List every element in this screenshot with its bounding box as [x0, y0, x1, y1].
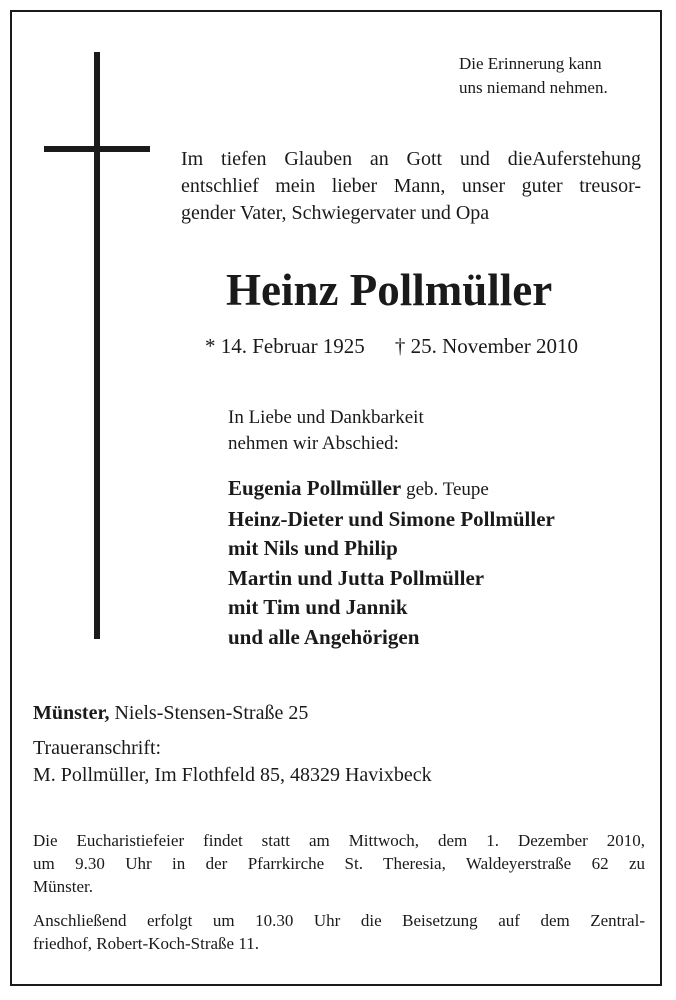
- address-block: [33, 700, 432, 789]
- farewell-line: nehmen wir Abschied:: [228, 433, 399, 454]
- mourning-address: M. Pollmüller, Im Flothfeld 85, 48329 Havixbeck: [33, 764, 432, 786]
- service-line: um 9.30 Uhr in der Pfarrkirche St. Theresia, Waldeyerstraße 62 zu: [33, 854, 645, 873]
- cross-icon: [94, 52, 100, 639]
- mourner-line: Heinz-Dieter und Simone Pollmüller: [228, 506, 555, 531]
- intro-text: [181, 146, 641, 227]
- intro-line: gender Vater, Schwiegervater und Opa: [181, 202, 490, 224]
- mourner-line: Martin und Jutta Pollmüller: [228, 565, 485, 590]
- mourning-address-label: Traueranschrift:: [33, 737, 162, 759]
- quote-line: Die Erinnerung kann: [459, 54, 602, 73]
- life-dates: [205, 332, 578, 360]
- farewell-line: In Liebe und Dankbarkeit: [228, 407, 424, 428]
- mourner-line: mit Nils und Philip: [228, 536, 398, 560]
- burial-line: Anschließend erfolgt um 10.30 Uhr die Beisetzung auf dem Zentral-: [33, 911, 645, 930]
- service-line: Münster.: [33, 877, 93, 896]
- service-line: Die Eucharistiefeier findet statt am Mittwoch, dem 1. Dezember 2010,: [33, 831, 645, 850]
- mourner-line: mit Tim und Jannik: [228, 595, 408, 619]
- farewell-text: [228, 405, 424, 457]
- residence-line: [33, 700, 432, 727]
- quote-line: uns niemand nehmen.: [459, 78, 608, 97]
- death-date: † 25. November 2010: [394, 334, 578, 358]
- mourner-line: [228, 474, 555, 505]
- service-info: [33, 829, 645, 955]
- birth-date: * 14. Februar 1925: [205, 334, 365, 358]
- residence-city: Münster,: [33, 702, 110, 724]
- deceased-name: Heinz Pollmüller: [226, 265, 553, 315]
- mourner-line: und alle Angehörigen: [228, 624, 420, 649]
- mourners-list: [228, 474, 555, 652]
- maiden-name-note: geb. Teupe: [406, 479, 489, 500]
- intro-line: Im tiefen Glauben an Gott und dieAuferstehung: [181, 148, 641, 170]
- intro-line: entschlief mein lieber Mann, unser guter treusor-: [181, 175, 641, 197]
- burial-line: friedhof, Robert-Koch-Straße 11.: [33, 934, 259, 953]
- widow-name: Eugenia Pollmüller: [228, 476, 401, 500]
- residence-street: Niels-Stensen-Straße 25: [114, 702, 309, 724]
- cross-icon-bar: [44, 146, 150, 152]
- memorial-quote: [459, 52, 608, 100]
